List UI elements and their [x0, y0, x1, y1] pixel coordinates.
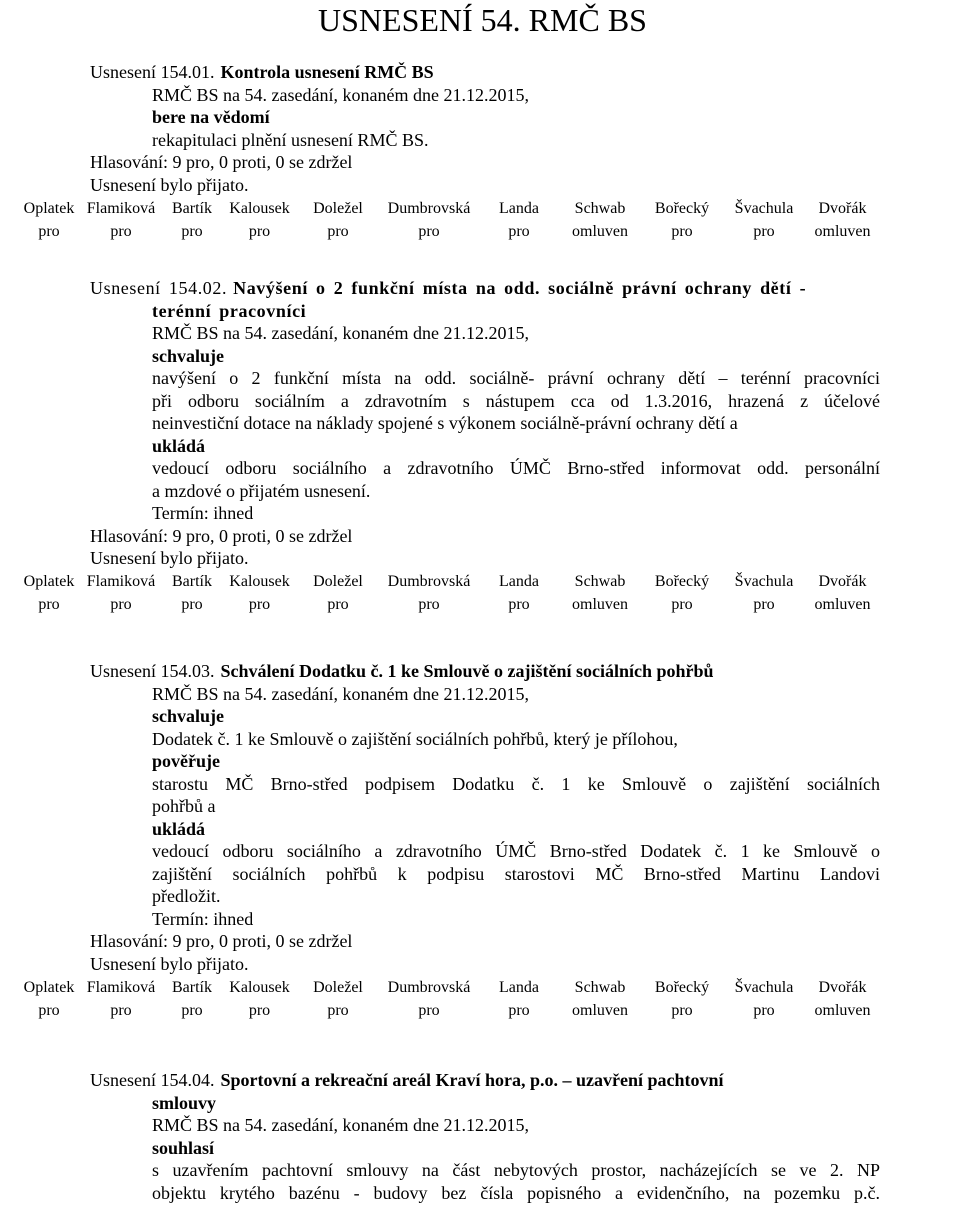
- vote-table-name-cell: Flamiková: [86, 978, 156, 996]
- verb-line: bere na vědomí: [152, 107, 270, 127]
- vote-values-row: [18, 220, 880, 243]
- body-line: a mzdové o přijatém usnesení.: [152, 480, 371, 501]
- vote-table-name-cell: Dvořák: [818, 199, 867, 217]
- vote-table-name-cell: Schwab: [574, 199, 626, 217]
- body-line: zajištění sociálních pohřbů k podpisu starostovi MČ Brno-střed Martinu Landovi: [152, 863, 880, 884]
- vote-table-name-cell: Bořecký: [654, 978, 710, 996]
- verb-line: pověřuje: [152, 751, 220, 771]
- body-line: vedoucí odboru sociálního a zdravotního ÚMČ Brno-střed informovat odd. personální: [152, 458, 880, 478]
- resolution-title-cont: terénní pracovníci: [152, 300, 307, 321]
- verb-line: souhlasí: [152, 1137, 215, 1158]
- vote-table-vote-cell: pro: [327, 1001, 349, 1019]
- vote-table-vote-cell: pro: [248, 596, 271, 613]
- resolution-title: Sportovní a rekreační areál Kraví hora, p.o. – uzavření pachtovní: [220, 1070, 724, 1090]
- vote-table-vote-cell: omluven: [814, 1001, 871, 1019]
- body-line: Dodatek č. 1 ke Smlouvě o zajištění sociálních pohřbů, který je přílohou,: [152, 728, 678, 749]
- result-line: Usnesení bylo přijato.: [90, 174, 249, 195]
- vote-table-vote-cell: pro: [508, 222, 530, 240]
- vote-table-name-cell: Kalousek: [229, 199, 290, 217]
- result-line: Usnesení bylo přijato.: [90, 953, 249, 974]
- vote-table-name-cell: Landa: [499, 573, 539, 590]
- vote-table-vote-cell: pro: [418, 596, 440, 613]
- vote-summary: Hlasování: 9 pro, 0 proti, 0 se zdržel: [90, 931, 353, 951]
- resolution-title: Navýšení o 2 funkční místa na odd. sociálně právní ochrany dětí -: [233, 278, 807, 298]
- body-line: s uzavřením pachtovní smlouvy na část nebytových prostor, nacházejících se ve 2. NP: [152, 1160, 880, 1180]
- result-line: Usnesení bylo přijato.: [90, 548, 249, 568]
- body-line: objektu krytého bazénu - budovy bez čísla popisného a evidenčního, na pozemku p.č.: [152, 1182, 880, 1203]
- vote-table-name-cell: Bartík: [172, 573, 212, 590]
- body-line: pohřbů a: [152, 796, 216, 816]
- resolution-154-03: [0, 660, 960, 1022]
- deadline-line: Termín: ihned: [152, 908, 254, 929]
- vote-table-name-cell: Dvořák: [818, 978, 867, 996]
- vote-table: [18, 571, 880, 617]
- vote-table-vote-cell: pro: [38, 222, 60, 240]
- vote-table-vote-cell: pro: [508, 596, 530, 613]
- body-line: starostu MČ Brno-střed podpisem Dodatku č. 1 ke Smlouvě o zajištění sociálních: [152, 773, 880, 794]
- vote-table-name-cell: Bartík: [172, 199, 212, 217]
- resolution-154-01: [0, 61, 960, 243]
- vote-table-name-cell: Oplatek: [23, 978, 75, 996]
- vote-table-name-cell: Landa: [499, 978, 539, 996]
- vote-names-row: [18, 976, 880, 999]
- resolution-heading: Usnesení 154.01. Kontrola usnesení RMČ BS: [90, 62, 434, 82]
- resolution-title: Schválení Dodatku č. 1 ke Smlouvě o zajištění sociálních pohřbů: [220, 661, 714, 681]
- vote-summary: Hlasování: 9 pro, 0 proti, 0 se zdržel: [90, 525, 353, 546]
- vote-table-name-cell: Dumbrovská: [387, 978, 471, 996]
- vote-table-name-cell: Bartík: [172, 978, 212, 996]
- vote-table-vote-cell: pro: [753, 222, 775, 240]
- session-line: RMČ BS na 54. zasedání, konaném dne 21.12.2015,: [152, 1115, 529, 1135]
- vote-table-name-cell: Doležel: [313, 573, 363, 590]
- resolution-title-cont: smlouvy: [152, 1092, 217, 1113]
- session-line: RMČ BS na 54. zasedání, konaném dne 21.12.2015,: [152, 683, 529, 704]
- resolution-154-02: [0, 277, 960, 617]
- body-line: při odboru sociálním a zdravotním s nástupem cca od 1.3.2016, hrazená z účelové: [152, 390, 880, 411]
- vote-table-name-cell: Švachula: [734, 978, 794, 996]
- vote-values-row: [18, 999, 880, 1022]
- body-line: navýšení o 2 funkční místa na odd. sociálně- právní ochrany dětí – terénní pracovníci: [152, 368, 880, 388]
- vote-table-vote-cell: pro: [181, 596, 203, 613]
- vote-table-vote-cell: pro: [38, 1001, 60, 1019]
- resolution-heading: Usnesení 154.03. Schválení Dodatku č. 1 ke Smlouvě o zajištění sociálních pohřbů: [90, 661, 714, 681]
- vote-table-name-cell: Švachula: [734, 573, 794, 590]
- verb-line: schvaluje: [152, 706, 224, 726]
- vote-table-vote-cell: pro: [418, 222, 440, 240]
- verb-line: ukládá: [152, 818, 206, 839]
- resolution-heading: Usnesení 154.04. Sportovní a rekreační areál Kraví hora, p.o. – uzavření pachtovní: [90, 1070, 724, 1090]
- vote-table-vote-cell: omluven: [572, 596, 628, 613]
- vote-table-name-cell: Švachula: [734, 199, 794, 217]
- vote-table-vote-cell: pro: [671, 1001, 693, 1019]
- vote-names-row: [18, 571, 880, 594]
- vote-table-vote-cell: pro: [38, 596, 60, 613]
- vote-table-vote-cell: pro: [181, 1001, 203, 1019]
- vote-table-vote-cell: pro: [671, 596, 693, 613]
- vote-names-row: [18, 197, 880, 220]
- vote-table-name-cell: Doležel: [313, 978, 363, 996]
- deadline-line: Termín: ihned: [152, 503, 254, 523]
- vote-table-name-cell: Bořecký: [654, 573, 710, 590]
- verb-line: schvaluje: [152, 345, 224, 366]
- vote-table-vote-cell: pro: [248, 222, 271, 240]
- vote-table: [18, 976, 880, 1022]
- vote-table-name-cell: Schwab: [574, 573, 626, 590]
- vote-table-vote-cell: pro: [671, 222, 693, 240]
- vote-table-vote-cell: omluven: [572, 1001, 628, 1019]
- vote-table-vote-cell: pro: [248, 1001, 271, 1019]
- vote-table-name-cell: Bořecký: [654, 199, 710, 217]
- vote-table-name-cell: Dumbrovská: [387, 573, 471, 590]
- vote-table-vote-cell: omluven: [814, 222, 871, 240]
- vote-table-vote-cell: pro: [181, 222, 203, 240]
- resolution-154-04: [0, 1069, 960, 1204]
- vote-table-vote-cell: pro: [110, 222, 132, 240]
- vote-table-name-cell: Oplatek: [23, 573, 75, 590]
- vote-table-name-cell: Dumbrovská: [387, 199, 471, 217]
- vote-table-vote-cell: pro: [110, 1001, 132, 1019]
- resolution-heading: Usnesení 154.02. Navýšení o 2 funkční místa na odd. sociálně právní ochrany dětí -: [90, 278, 807, 298]
- vote-table-name-cell: Kalousek: [229, 978, 290, 996]
- vote-table-name-cell: Kalousek: [229, 573, 290, 590]
- vote-table: [18, 197, 880, 243]
- vote-values-row: [18, 594, 880, 617]
- vote-table-name-cell: Schwab: [574, 978, 626, 996]
- vote-summary: Hlasování: 9 pro, 0 proti, 0 se zdržel: [90, 152, 353, 172]
- vote-table-vote-cell: pro: [110, 596, 132, 613]
- vote-table-name-cell: Dvořák: [818, 573, 867, 590]
- body-line: rekapitulaci plnění usnesení RMČ BS.: [152, 129, 429, 150]
- vote-table-vote-cell: pro: [327, 596, 349, 613]
- vote-table-vote-cell: omluven: [814, 596, 871, 613]
- verb-line: ukládá: [152, 435, 206, 456]
- session-line: RMČ BS na 54. zasedání, konaném dne 21.12.2015,: [152, 323, 529, 343]
- vote-table-name-cell: Flamiková: [86, 199, 156, 217]
- page-title: USNESENÍ 54. RMČ BS: [318, 2, 647, 38]
- vote-table-name-cell: Doležel: [313, 199, 363, 217]
- vote-table-name-cell: Oplatek: [23, 199, 75, 217]
- vote-table-vote-cell: pro: [327, 222, 349, 240]
- vote-table-vote-cell: pro: [508, 1001, 530, 1019]
- vote-table-name-cell: Landa: [499, 199, 539, 217]
- body-line: neinvestiční dotace na náklady spojené s výkonem sociálně-právní ochrany dětí a: [152, 413, 738, 433]
- session-line: RMČ BS na 54. zasedání, konaném dne 21.12.2015,: [152, 84, 529, 105]
- vote-table-vote-cell: omluven: [572, 222, 628, 240]
- body-line: vedoucí odboru sociálního a zdravotního ÚMČ Brno-střed Dodatek č. 1 ke Smlouvě o: [152, 841, 880, 861]
- resolution-title: Kontrola usnesení RMČ BS: [220, 62, 434, 82]
- vote-table-vote-cell: pro: [418, 1001, 440, 1019]
- vote-table-vote-cell: pro: [753, 596, 775, 613]
- body-line: předložit.: [152, 886, 221, 906]
- vote-table-name-cell: Flamiková: [86, 573, 156, 590]
- vote-table-vote-cell: pro: [753, 1001, 775, 1019]
